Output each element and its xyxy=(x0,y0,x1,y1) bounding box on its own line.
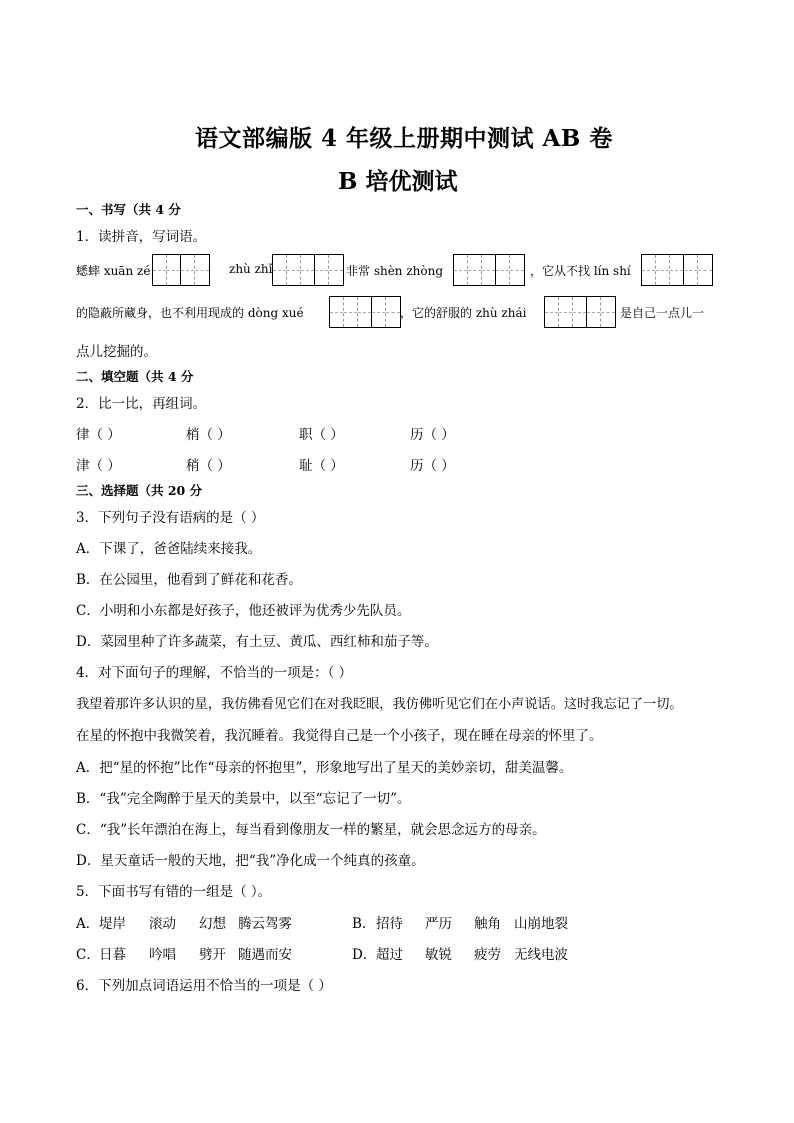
q5-option-a-word2: 滚动 xyxy=(149,916,176,932)
q5-option-d-label: D． xyxy=(352,947,377,963)
q1-text: 1．读拼音，写词语。 xyxy=(76,229,207,245)
q5-option-b-word2: 严历 xyxy=(425,916,452,932)
q3-option-a: A．下课了，爸爸陆续来接我。 xyxy=(76,541,262,557)
q5-option-a-word4: 腾云驾雾 xyxy=(238,916,292,932)
q4-option-c: C．“我”长年漂泊在海上，每当看到像朋友一样的繁星，就会思念远方的母亲。 xyxy=(76,822,546,838)
q5-option-d-word3: 疲劳 xyxy=(474,947,501,963)
q5-option-a-word3: 幻想 xyxy=(199,916,226,932)
q5-text: 5．下面书写有错的一组是（ ）。 xyxy=(76,884,272,900)
q5-option-c-word1: 日暮 xyxy=(99,947,126,963)
q4-passage-line1: 我望着那许多认识的星，我仿佛看见它们在对我眨眼，我仿佛听见它们在小声说话。这时我忘记了一切。 xyxy=(76,697,683,712)
page-title: 语文部编版 4 年级上册期中测试 AB 卷 xyxy=(195,125,613,152)
section1-heading: 一、书写（共 4 分 xyxy=(76,202,181,217)
q1-line1-b: zhù zhǐ xyxy=(229,262,273,276)
answer-box-zhuzhai[interactable] xyxy=(544,296,616,328)
q5-option-a-label: A． xyxy=(76,916,100,932)
q1-line1-c: 非常 shèn zhòng xyxy=(346,264,444,278)
q2-row2-item4: 历（ ） xyxy=(410,458,455,474)
answer-box-zhuzhi[interactable] xyxy=(272,254,344,286)
q4-option-a: A．把“星的怀抱”比作“母亲的怀抱里”，形象地写出了星天的美妙亲切，甜美温馨。 xyxy=(76,760,573,776)
q1-line3: 点儿挖掘的。 xyxy=(76,344,157,360)
q4-option-b: B．“我”完全陶醉于星天的美景中，以至“忘记了一切”。 xyxy=(76,791,411,807)
q5-option-b-word3: 触角 xyxy=(474,916,501,932)
q5-option-b-word1: 招待 xyxy=(376,916,403,932)
q5-option-b-label: B． xyxy=(352,916,376,932)
q3-option-c: C．小明和小东都是好孩子，他还被评为优秀少先队员。 xyxy=(76,603,411,619)
q5-option-d-word2: 敏锐 xyxy=(425,947,452,963)
q4-text: 4．对下面句子的理解，不恰当的一项是：（ ） xyxy=(76,665,353,681)
q3-option-d: D．菜园里种了许多蔬菜，有土豆、黄瓜、西红柿和茄子等。 xyxy=(76,634,438,650)
q2-text: 2．比一比，再组词。 xyxy=(76,396,207,412)
q3-option-b: B．在公园里，他看到了鲜花和花香。 xyxy=(76,572,302,588)
q1-line1-d: ，它从不找 lín shí xyxy=(530,264,631,278)
section3-heading: 三、选择题（共 20 分 xyxy=(76,483,203,498)
q1-line1-a: 蟋蟀 xuān zé xyxy=(76,264,151,278)
answer-box-linshi[interactable] xyxy=(641,254,713,286)
q4-option-d: D．星天童话一般的天地，把“我”净化成一个纯真的孩童。 xyxy=(76,853,425,869)
q5-option-c-word2: 吟唱 xyxy=(149,947,176,963)
q2-row1-item3: 职（ ） xyxy=(299,427,344,443)
q4-passage-line2: 在星的怀抱中我微笑着，我沉睡着。我觉得自己是一个小孩子，现在睡在母亲的怀里了。 xyxy=(76,728,603,744)
q5-option-c-word3: 劈开 xyxy=(199,947,226,963)
q5-option-c-word4: 随遇而安 xyxy=(238,947,292,963)
q5-option-d-word1: 超过 xyxy=(376,947,403,963)
q2-row1-item1: 律（ ） xyxy=(76,427,121,443)
q5-option-b-word4: 山崩地裂 xyxy=(514,916,568,932)
page-subtitle: B 培优测试 xyxy=(338,168,458,195)
q5-option-d-word4: 无线电波 xyxy=(514,947,568,963)
q2-row2-item3: 耻（ ） xyxy=(299,458,344,474)
q2-row1-item4: 历（ ） xyxy=(410,427,455,443)
answer-box-shenzhong[interactable] xyxy=(453,254,525,286)
q1-line2-c: 是自己一点儿一 xyxy=(620,306,705,320)
q2-row2-item1: 津（ ） xyxy=(76,458,121,474)
q5-option-a-word1: 堤岸 xyxy=(99,916,126,932)
answer-box-dongxue[interactable] xyxy=(329,296,401,328)
section2-heading: 二、填空题（共 4 分 xyxy=(76,369,194,384)
answer-box-xuanze[interactable] xyxy=(152,254,210,286)
q2-row2-item2: 稍（ ） xyxy=(186,458,231,474)
q1-line2-b: ，它的舒服的 zhù zhái xyxy=(400,306,527,320)
q3-text: 3．下列句子没有语病的是（ ） xyxy=(76,510,265,526)
q2-row1-item2: 梢（ ） xyxy=(186,427,231,443)
q6-text: 6．下列加点词语运用不恰当的一项是（ ） xyxy=(76,978,332,994)
q1-line2-a: 的隐蔽所藏身，也不利用现成的 dòng xué xyxy=(76,306,304,320)
q5-option-c-label: C． xyxy=(76,947,100,963)
